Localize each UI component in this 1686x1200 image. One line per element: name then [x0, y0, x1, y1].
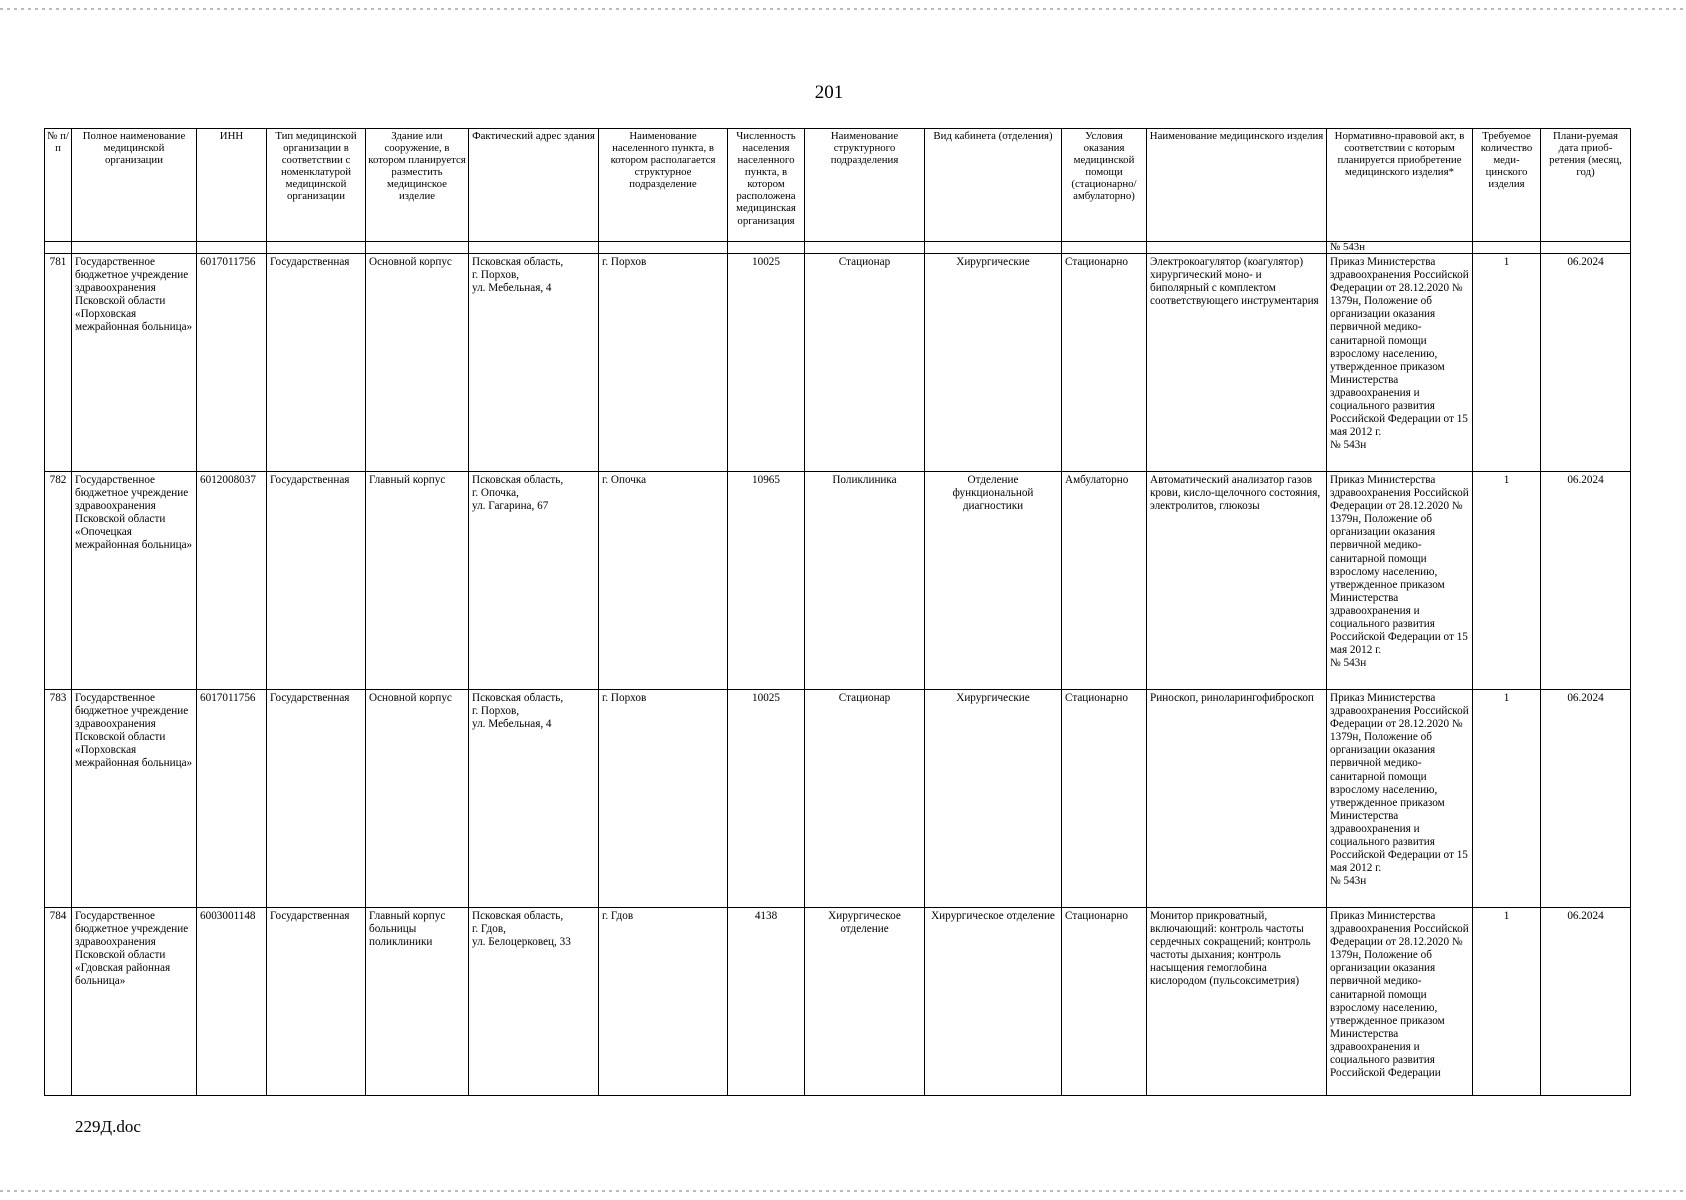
inn-cell: 6017011756: [197, 254, 267, 472]
division-cell: Хирургическое отделение: [805, 908, 925, 1096]
population-cell: 10025: [728, 254, 805, 472]
table-row: [45, 254, 1631, 472]
inn-cell: 6017011756: [197, 690, 267, 908]
header-cell: Нормативно-правовой акт, в соответствии с которым планируется приобретение медицинского изделия*: [1327, 129, 1473, 242]
table-row: [45, 472, 1631, 690]
building-cell: Основной корпус: [366, 254, 469, 472]
continuation-act-cell: № 543н: [1327, 242, 1473, 254]
table-row: [45, 908, 1631, 1096]
legal-act-cell: Приказ Министерства здравоохранения Российской Федерации от 28.12.2020 № 1379н, Положение об организации оказания первичной медико-санитарной помощи взрослому населению, утвержденное приказом Министерства здравоохранения и социального развития Российской Федерации от 15 мая 2012 г. № 543н: [1327, 690, 1473, 908]
address-cell: Псковская область, г. Гдов, ул. Белоцерковец, 33: [469, 908, 599, 1096]
scan-edge-top: [0, 8, 1686, 10]
quantity-cell: 1: [1473, 254, 1541, 472]
quantity-cell: 1: [1473, 472, 1541, 690]
address-cell: Псковская область, г. Опочка, ул. Гагарина, 67: [469, 472, 599, 690]
legal-act-cell: Приказ Министерства здравоохранения Российской Федерации от 28.12.2020 № 1379н, Положение об организации оказания первичной медико-санитарной помощи взрослому населению, утвержденное приказом Министерства здравоохранения и социального развития Российской Федерации: [1327, 908, 1473, 1096]
locality-cell: г. Гдов: [599, 908, 728, 1096]
org-type-cell: Государственная: [267, 908, 366, 1096]
population-cell: 10965: [728, 472, 805, 690]
header-cell: Требуемое количество меди-цинского изделия: [1473, 129, 1541, 242]
conditions-cell: Стационарно: [1062, 254, 1147, 472]
org-type-cell: Государственная: [267, 690, 366, 908]
header-cell: Полное наименование медицинской организации: [72, 129, 197, 242]
cabinet-cell: Хирургическое отделение: [925, 908, 1062, 1096]
building-cell: Основной корпус: [366, 690, 469, 908]
org-name-cell: Государственное бюджетное учреждение здравоохранения Псковской области «Порховская межрайонная больница»: [72, 254, 197, 472]
quantity-cell: 1: [1473, 908, 1541, 1096]
cabinet-cell: Хирургические: [925, 254, 1062, 472]
header-cell: Тип медицинской организации в соответствии с номенклатурой медицинской организации: [267, 129, 366, 242]
header-cell: Вид кабинета (отделения): [925, 129, 1062, 242]
page-number: 201: [814, 82, 844, 103]
row-number: 782: [45, 472, 72, 690]
conditions-cell: Стационарно: [1062, 908, 1147, 1096]
header-cell: Плани-руемая дата приоб-ретения (месяц, год): [1541, 129, 1631, 242]
device-cell: Автоматический анализатор газов крови, кисло-щелочного состояния, электролитов, глюкозы: [1147, 472, 1327, 690]
header-cell: Наименование населенного пункта, в котором располагается структурное подразделение: [599, 129, 728, 242]
address-cell: Псковская область, г. Порхов, ул. Мебельная, 4: [469, 690, 599, 908]
header-cell: Здание или сооружение, в котором планируется разместить медицинское изделие: [366, 129, 469, 242]
population-cell: 4138: [728, 908, 805, 1096]
locality-cell: г. Порхов: [599, 254, 728, 472]
legal-act-cell: Приказ Министерства здравоохранения Российской Федерации от 28.12.2020 № 1379н, Положение об организации оказания первичной медико-санитарной помощи взрослому населению, утвержденное приказом Министерства здравоохранения и социального развития Российской Федерации от 15 мая 2012 г. № 543н: [1327, 254, 1473, 472]
header-cell: ИНН: [197, 129, 267, 242]
row-number: 784: [45, 908, 72, 1096]
device-cell: Риноскоп, риноларингофиброскоп: [1147, 690, 1327, 908]
medical-devices-table: [44, 128, 1631, 1096]
conditions-cell: Стационарно: [1062, 690, 1147, 908]
cabinet-cell: Отделение функциональной диагностики: [925, 472, 1062, 690]
footer-filename: 229Д.doc: [75, 1117, 141, 1136]
org-type-cell: Государственная: [267, 254, 366, 472]
locality-cell: г. Опочка: [599, 472, 728, 690]
header-cell: Условия оказания медицинской помощи (стационарно/ амбулаторно): [1062, 129, 1147, 242]
building-cell: Главный корпус больницы поликлиники: [366, 908, 469, 1096]
cabinet-cell: Хирургические: [925, 690, 1062, 908]
quantity-cell: 1: [1473, 690, 1541, 908]
org-name-cell: Государственное бюджетное учреждение здравоохранения Псковской области «Порховская межрайонная больница»: [72, 690, 197, 908]
row-number: 781: [45, 254, 72, 472]
date-cell: 06.2024: [1541, 908, 1631, 1096]
inn-cell: 6003001148: [197, 908, 267, 1096]
row-number: 783: [45, 690, 72, 908]
device-cell: Монитор прикроватный, включающий: контроль частоты сердечных сокращений; контроль частоты дыхания; контроль насыщения гемоглобина кислородом (пульсоксиметрия): [1147, 908, 1327, 1096]
org-name-cell: Государственное бюджетное учреждение здравоохранения Псковской области «Опочецкая межрайонная больница»: [72, 472, 197, 690]
locality-cell: г. Порхов: [599, 690, 728, 908]
table-header-row: [45, 129, 1631, 242]
org-type-cell: Государственная: [267, 472, 366, 690]
device-cell: Электрокоагулятор (коагулятор) хирургический моно- и биполярный с комплектом соответствующего инструментария: [1147, 254, 1327, 472]
date-cell: 06.2024: [1541, 690, 1631, 908]
address-cell: Псковская область, г. Порхов, ул. Мебельная, 4: [469, 254, 599, 472]
table-row: [45, 690, 1631, 908]
table-continuation-row: [45, 242, 1631, 254]
org-name-cell: Государственное бюджетное учреждение здравоохранения Псковской области «Гдовская районная больница»: [72, 908, 197, 1096]
inn-cell: 6012008037: [197, 472, 267, 690]
scan-edge-bottom: [0, 1190, 1686, 1192]
building-cell: Главный корпус: [366, 472, 469, 690]
legal-act-cell: Приказ Министерства здравоохранения Российской Федерации от 28.12.2020 № 1379н, Положение об организации оказания первичной медико-санитарной помощи взрослому населению, утвержденное приказом Министерства здравоохранения и социального развития Российской Федерации от 15 мая 2012 г. № 543н: [1327, 472, 1473, 690]
header-cell: Наименование структурного подразделения: [805, 129, 925, 242]
header-cell: Фактический адрес здания: [469, 129, 599, 242]
header-cell: № п/п: [45, 129, 72, 242]
conditions-cell: Амбулаторно: [1062, 472, 1147, 690]
date-cell: 06.2024: [1541, 254, 1631, 472]
date-cell: 06.2024: [1541, 472, 1631, 690]
division-cell: Поликлиника: [805, 472, 925, 690]
header-cell: Наименование медицинского изделия: [1147, 129, 1327, 242]
header-cell: Численность населения населенного пункта, в котором расположена медицинская организация: [728, 129, 805, 242]
division-cell: Стационар: [805, 254, 925, 472]
population-cell: 10025: [728, 690, 805, 908]
division-cell: Стационар: [805, 690, 925, 908]
